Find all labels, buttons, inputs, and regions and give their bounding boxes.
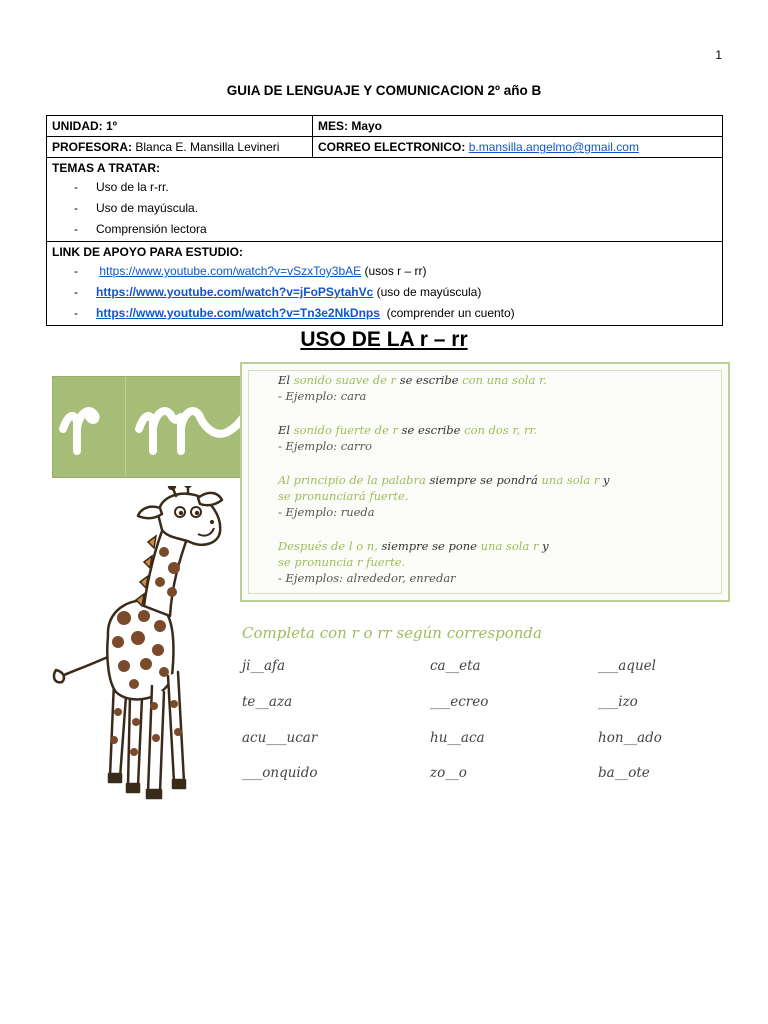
- rules-box: [240, 362, 730, 602]
- rule-2-b: sonido fuerte de r: [293, 423, 398, 437]
- exercise-word: ___aquel: [598, 658, 656, 674]
- unidad-label: UNIDAD: 1º: [52, 119, 118, 133]
- email-link[interactable]: b.mansilla.angelmo@gmail.com: [468, 140, 639, 154]
- rule-1-example: - Ejemplo: cara: [278, 389, 367, 403]
- temas-label: TEMAS A TRATAR:: [52, 161, 160, 175]
- correo-cell: [313, 137, 723, 158]
- rule-4-d: una sola r: [480, 539, 539, 553]
- exercise-word: ji__afa: [242, 658, 286, 674]
- exercise-word: ba__ote: [598, 765, 650, 781]
- unidad-cell: [47, 116, 313, 137]
- video-link-2[interactable]: https://www.youtube.com/watch?v=jFoPSytahVc: [96, 285, 374, 299]
- info-table: [46, 115, 723, 326]
- rule-3-b: Al principio de la palabra: [278, 473, 426, 487]
- table-row: [47, 137, 723, 158]
- page-number: 1: [715, 48, 722, 62]
- video-link-2-note: (uso de mayúscula): [376, 285, 482, 299]
- section-title: USO DE LA r – rr: [300, 328, 468, 351]
- rule-3-f: se pronunciará fuerte.: [278, 489, 409, 503]
- letter-card: [52, 376, 254, 478]
- rule-2-c: se escribe: [401, 423, 461, 437]
- rule-1: [278, 372, 718, 404]
- rule-3-e: y: [603, 473, 610, 487]
- cursive-rr-stroke: [139, 411, 245, 451]
- list-item: [52, 303, 717, 324]
- rule-4: [278, 538, 718, 586]
- profesora-name: Blanca E. Mansilla Levineri: [135, 140, 280, 154]
- exercise-word: hon__ado: [598, 730, 662, 746]
- list-item: - Uso de mayúscula.: [52, 198, 717, 219]
- exercise-word: ___ecreo: [430, 694, 489, 710]
- rule-3: [278, 472, 718, 520]
- rule-4-f: se pronuncia r fuerte.: [278, 555, 406, 569]
- rule-1-d: con una sola r.: [462, 373, 547, 387]
- rule-4-example: - Ejemplos: alrededor, enredar: [278, 571, 456, 585]
- rule-3-c: siempre se pondrá: [429, 473, 538, 487]
- video-link-1-note: (usos r – rr): [364, 264, 427, 278]
- exercise-word: ___izo: [598, 694, 638, 710]
- temas-cell: [47, 158, 723, 242]
- rule-4-c: siempre se pone: [381, 539, 477, 553]
- profesora-label: PROFESORA:: [52, 140, 133, 154]
- rule-3-d: una sola r: [541, 473, 600, 487]
- rule-1-a: El: [278, 373, 291, 387]
- rule-2-d: con dos r, rr.: [464, 423, 538, 437]
- list-item: [52, 282, 717, 303]
- exercise-word: ca__eta: [430, 658, 481, 674]
- table-row: [47, 116, 723, 137]
- giraffe-icon: [48, 486, 238, 806]
- correo-label: CORREO ELECTRONICO:: [318, 140, 466, 154]
- exercise-word: ___onquido: [242, 765, 318, 781]
- rule-4-b: Después de l o n,: [278, 539, 378, 553]
- cursive-letters: [53, 377, 255, 479]
- rule-1-b: sonido suave de r: [293, 373, 397, 387]
- mes-cell: [313, 116, 723, 137]
- links-list: [52, 261, 717, 324]
- list-item: [52, 261, 717, 282]
- rule-1-c: se escribe: [399, 373, 459, 387]
- list-item: - Comprensión lectora: [52, 219, 717, 240]
- links-label: LINK DE APOYO PARA ESTUDIO:: [52, 245, 243, 259]
- mes-label: MES: Mayo: [318, 119, 383, 133]
- exercise-title: Completa con r o rr según corresponda: [242, 624, 542, 642]
- video-link-3-note: (comprender un cuento): [386, 306, 515, 320]
- profesora-cell: [47, 137, 313, 158]
- document-title: GUIA DE LENGUAJE Y COMUNICACION 2º año B: [226, 83, 542, 98]
- exercise-word: zo__o: [430, 765, 467, 781]
- table-row: [47, 242, 723, 326]
- exercise-word: acu___ucar: [242, 730, 318, 746]
- video-link-3[interactable]: https://www.youtube.com/watch?v=Tn3e2NkDnps: [96, 306, 380, 320]
- exercise-word: te__aza: [242, 694, 293, 710]
- table-row: [47, 158, 723, 242]
- rule-2-example: - Ejemplo: carro: [278, 439, 372, 453]
- rule-2: [278, 422, 718, 454]
- rule-4-e: y: [542, 539, 549, 553]
- cursive-r-stroke: [63, 411, 96, 451]
- links-cell: [47, 242, 723, 326]
- rule-3-example: - Ejemplo: rueda: [278, 505, 375, 519]
- temas-list: [52, 177, 717, 240]
- rule-2-a: El: [278, 423, 291, 437]
- video-link-1[interactable]: https://www.youtube.com/watch?v=vSzxToy3bAE: [99, 264, 362, 278]
- exercise-word: hu__aca: [430, 730, 485, 746]
- list-item: - Uso de la r-rr.: [52, 177, 717, 198]
